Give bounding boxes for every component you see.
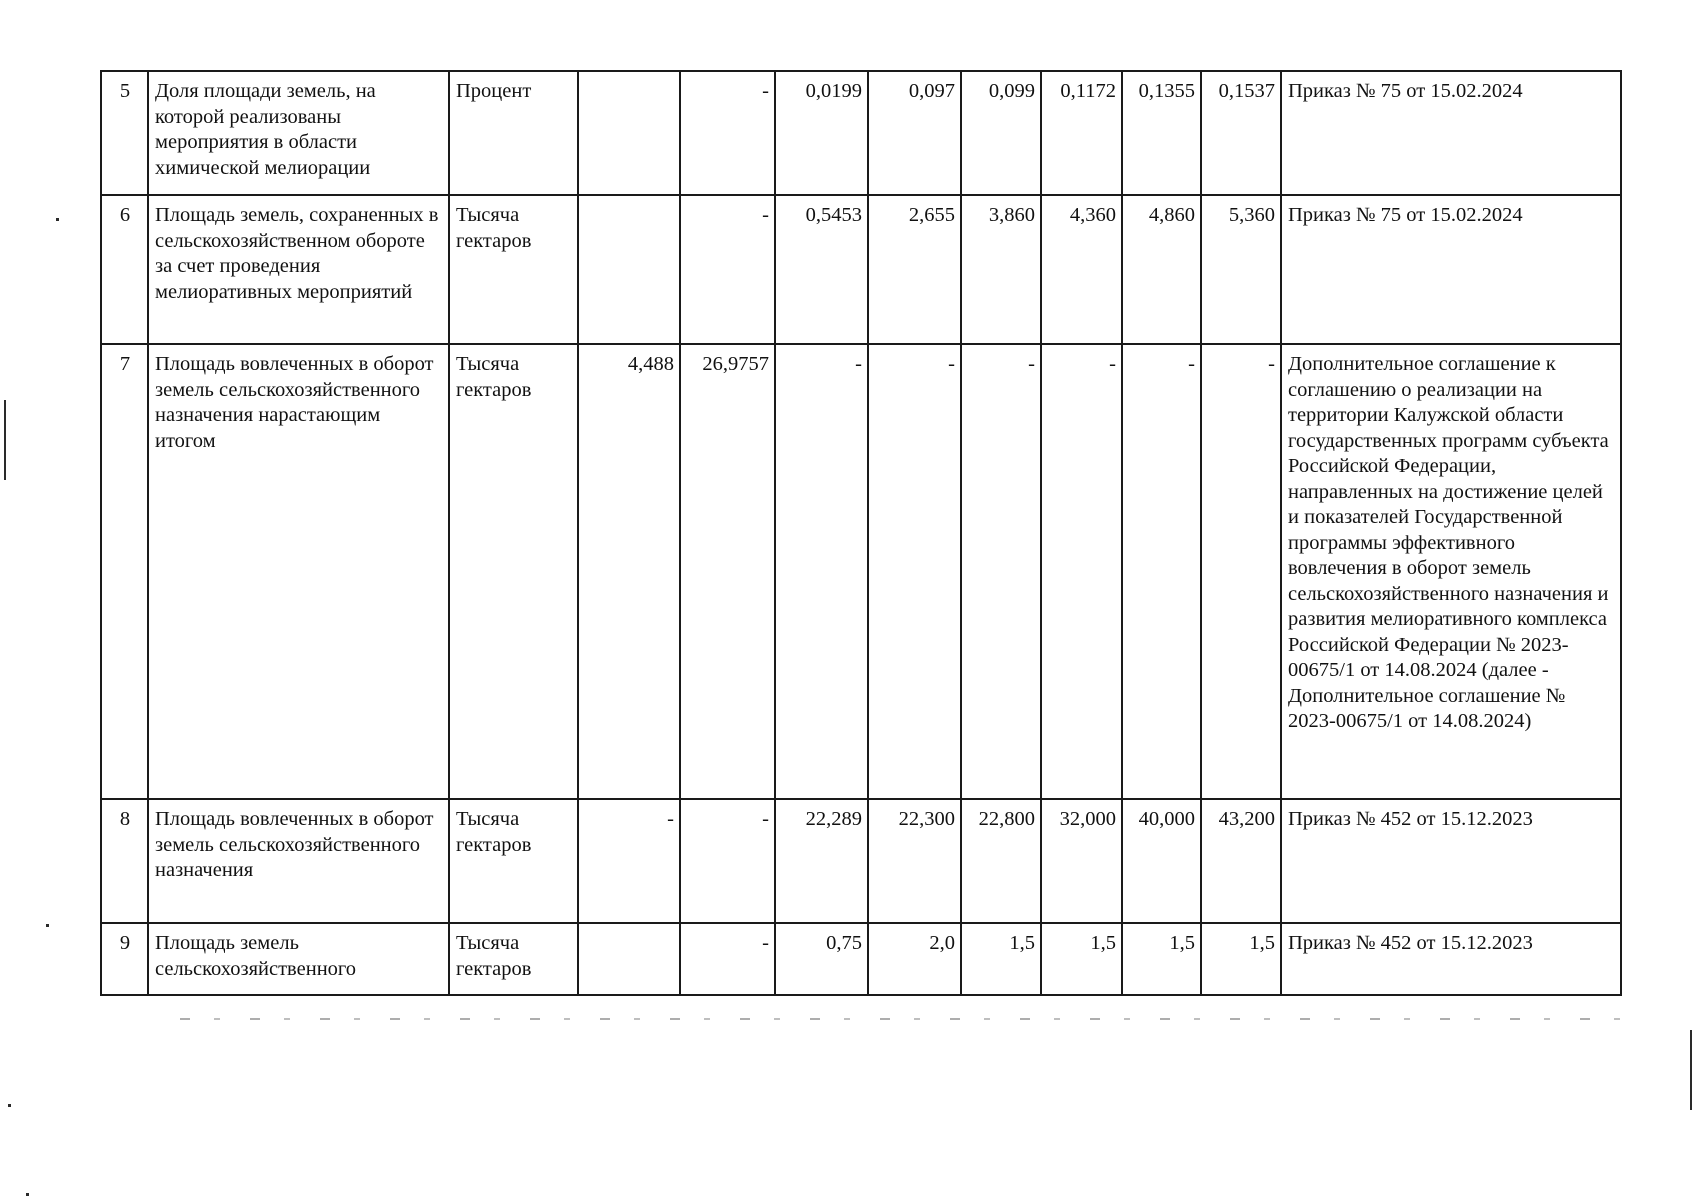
- value-cell: 2,0: [868, 923, 961, 995]
- value-cell: -: [680, 71, 775, 195]
- value-cell: -: [961, 344, 1041, 799]
- indicator-name: Площадь вовлеченных в оборот земель сельскохозяйственного назначения нарастающим итогом: [148, 344, 449, 799]
- value-cell: -: [680, 195, 775, 344]
- source-document: Приказ № 75 от 15.02.2024: [1281, 71, 1621, 195]
- value-cell: 2,655: [868, 195, 961, 344]
- value-cell: 0,1172: [1041, 71, 1122, 195]
- table-row: [101, 344, 1621, 799]
- value-cell: 4,860: [1122, 195, 1201, 344]
- value-cell: [578, 71, 680, 195]
- unit-cell: Процент: [449, 71, 578, 195]
- value-cell: -: [578, 799, 680, 923]
- indicator-name: Площадь земель сельскохозяйственного: [148, 923, 449, 995]
- source-document: Дополнительное соглашение к соглашению о реализации на территории Калужской области государственных программ субъекта Российской Федерации, направленных на достижение целей и показателей Государственной программы эффективного вовлечения в оборот земель сельскохозяйственного назначения и развития мелиоративного комплекса Российской Федерации № 2023-00675/1 от 14.08.2024 (далее - Дополнительное соглашение № 2023-00675/1 от 14.08.2024): [1281, 344, 1621, 799]
- indicator-name: Доля площади земель, на которой реализованы мероприятия в области химической мелиорации: [148, 71, 449, 195]
- unit-cell: Тысяча гектаров: [449, 923, 578, 995]
- indicator-name: Площадь земель, сохраненных в сельскохозяйственном обороте за счет проведения мелиоративных мероприятий: [148, 195, 449, 344]
- value-cell: 0,1355: [1122, 71, 1201, 195]
- value-cell: 0,5453: [775, 195, 868, 344]
- row-number: 9: [101, 923, 148, 995]
- value-cell: -: [868, 344, 961, 799]
- scan-dot: [8, 1104, 11, 1107]
- value-cell: 22,800: [961, 799, 1041, 923]
- scan-dot: [26, 1193, 29, 1196]
- value-cell: 0,1537: [1201, 71, 1281, 195]
- table-row: [101, 195, 1621, 344]
- row-number: 5: [101, 71, 148, 195]
- value-cell: 3,860: [961, 195, 1041, 344]
- source-document: Приказ № 452 от 15.12.2023: [1281, 799, 1621, 923]
- value-cell: 32,000: [1041, 799, 1122, 923]
- value-cell: 22,300: [868, 799, 961, 923]
- table-row: [101, 923, 1621, 995]
- value-cell: 4,360: [1041, 195, 1122, 344]
- value-cell: -: [680, 799, 775, 923]
- value-cell: 4,488: [578, 344, 680, 799]
- value-cell: 43,200: [1201, 799, 1281, 923]
- table-row: [101, 71, 1621, 195]
- row-number: 7: [101, 344, 148, 799]
- value-cell: 1,5: [961, 923, 1041, 995]
- value-cell: 0,097: [868, 71, 961, 195]
- value-cell: 40,000: [1122, 799, 1201, 923]
- unit-cell: Тысяча гектаров: [449, 195, 578, 344]
- value-cell: -: [1122, 344, 1201, 799]
- scan-dot: [46, 924, 49, 927]
- value-cell: 22,289: [775, 799, 868, 923]
- scan-dashed-artifact: [180, 1018, 1620, 1020]
- value-cell: -: [775, 344, 868, 799]
- value-cell: -: [1041, 344, 1122, 799]
- value-cell: -: [1201, 344, 1281, 799]
- value-cell: 1,5: [1122, 923, 1201, 995]
- source-document: Приказ № 75 от 15.02.2024: [1281, 195, 1621, 344]
- indicator-name: Площадь вовлеченных в оборот земель сельскохозяйственного назначения: [148, 799, 449, 923]
- value-cell: 0,099: [961, 71, 1041, 195]
- scan-margin-line: [1690, 1030, 1692, 1110]
- row-number: 6: [101, 195, 148, 344]
- table-row: [101, 799, 1621, 923]
- value-cell: 5,360: [1201, 195, 1281, 344]
- value-cell: -: [680, 923, 775, 995]
- value-cell: 26,9757: [680, 344, 775, 799]
- value-cell: 1,5: [1041, 923, 1122, 995]
- value-cell: 0,75: [775, 923, 868, 995]
- scan-margin-line: [4, 400, 6, 480]
- unit-cell: Тысяча гектаров: [449, 344, 578, 799]
- value-cell: [578, 923, 680, 995]
- value-cell: 0,0199: [775, 71, 868, 195]
- unit-cell: Тысяча гектаров: [449, 799, 578, 923]
- scan-dot: [56, 218, 59, 221]
- value-cell: 1,5: [1201, 923, 1281, 995]
- source-document: Приказ № 452 от 15.12.2023: [1281, 923, 1621, 995]
- row-number: 8: [101, 799, 148, 923]
- value-cell: [578, 195, 680, 344]
- indicators-table: [100, 70, 1622, 996]
